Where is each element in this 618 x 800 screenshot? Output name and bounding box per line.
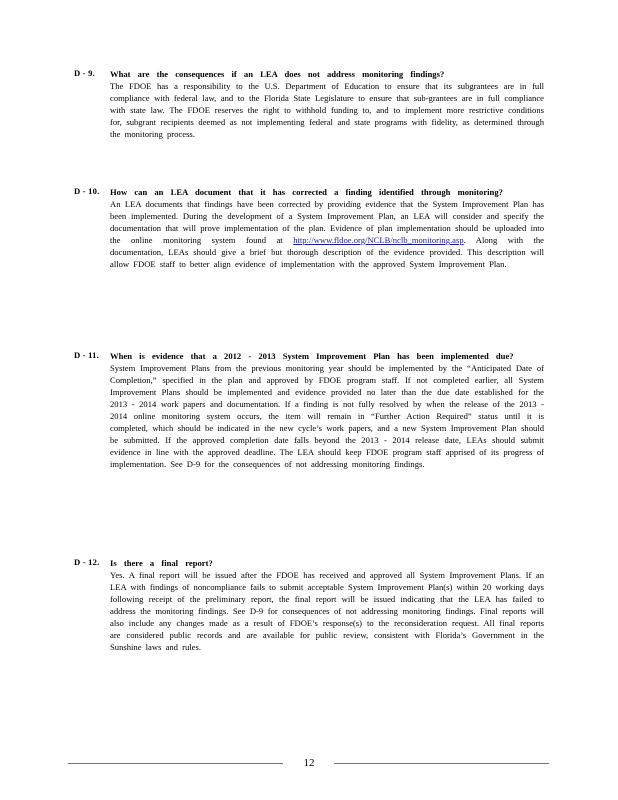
question-number: D - 9. <box>74 68 96 78</box>
answer-text-start: An LEA documents that findings have been corrected by providing evidence that the System Improvement Plan has been implemented. During the development of a System Improvement Plan, an LEA will consider and specify the documentation that will prove implementation of the plan. Evidence of plan implementation should be uploaded into the online monitoring system found at <box>110 199 544 245</box>
question-number: D - 10. <box>74 186 100 196</box>
answer-text-end: . Along with the documentation, LEAs should give a brief but thorough description of the evidence provided. This description will allow FDOE staff to better align evidence of implementation with the approved System Improvement Plan. <box>110 235 545 269</box>
section-d11 <box>74 350 544 470</box>
footer-rule-left <box>68 763 283 764</box>
question-text: When is evidence that a 2012 - 2013 System Improvement Plan has been implemented due? <box>110 351 514 361</box>
answer-text: Yes. A final report will be issued after the FDOE has received and approved all System Improvement Plans. If an LEA with findings of noncompliance fails to submit acceptable System Improvement Plan(s) within 20 working days following receipt of the preliminary report, the final report will be issued indicating that the LEA has failed to address the monitoring findings. See D-9 for consequences of not addressing monitoring findings. Final reports will also include any changes made as a result of FDOE’s response(s) to the reconsideration request. All final reports are considered public records and are available for public review, consistent with Florida’s Government in the Sunshine laws and rules. <box>110 570 544 652</box>
question-text: Is there a final report? <box>110 558 213 568</box>
footer-rule-right <box>334 763 549 764</box>
answer-text: System Improvement Plans from the previous monitoring year should be implemented by the “Anticipated Date of Completion,” specified in the plan and approved by FDOE program staff. If not completed earlier, all System Improvement Plans should be implemented and evidence provided no later than the due date established for the 2013 - 2014 work papers and documentation. If a finding is not fully resolved by when the release of the 2013 - 2014 online monitoring system occurs, the item will remain in “Further Action Required” status until it is completed, which should be indicated in the new cycle’s work papers, and a new System Improvement Plan should be submitted. If the approved completion date falls beyond the 2013 - 2014 release date, LEAs should submit evidence in line with the approved deadline. The LEA should keep FDOE program staff apprised of its progress of implementation. See D-9 for the consequences of not addressing monitoring findings. <box>110 363 544 469</box>
answer-text: The FDOE has a responsibility to the U.S. Department of Education to ensure that its subgrantees are in full compliance with federal law, and to the Florida State Legislature to ensure that sub-grantees are in full compliance with state law. The FDOE reserves the right to withhold funding to, and to implement more restrictive conditions for, subgrant recipients deemed as not implementing federal and state programs with fidelity, as determined through the monitoring process. <box>110 81 544 139</box>
section-d10 <box>74 186 544 270</box>
question-number: D - 12. <box>74 557 100 567</box>
question-text: How can an LEA document that it has corrected a finding identified through monitoring? <box>110 187 503 197</box>
page-number: 12 <box>303 757 315 769</box>
question-number: D - 11. <box>74 350 100 360</box>
section-d12 <box>74 557 544 653</box>
section-d9 <box>74 68 544 140</box>
monitoring-link[interactable]: http://www.fldoe.org/NCLB/nclb_monitoring.asp <box>293 235 464 245</box>
question-text: What are the consequences if an LEA does not address monitoring findings? <box>110 69 445 79</box>
answer-text <box>110 198 544 270</box>
